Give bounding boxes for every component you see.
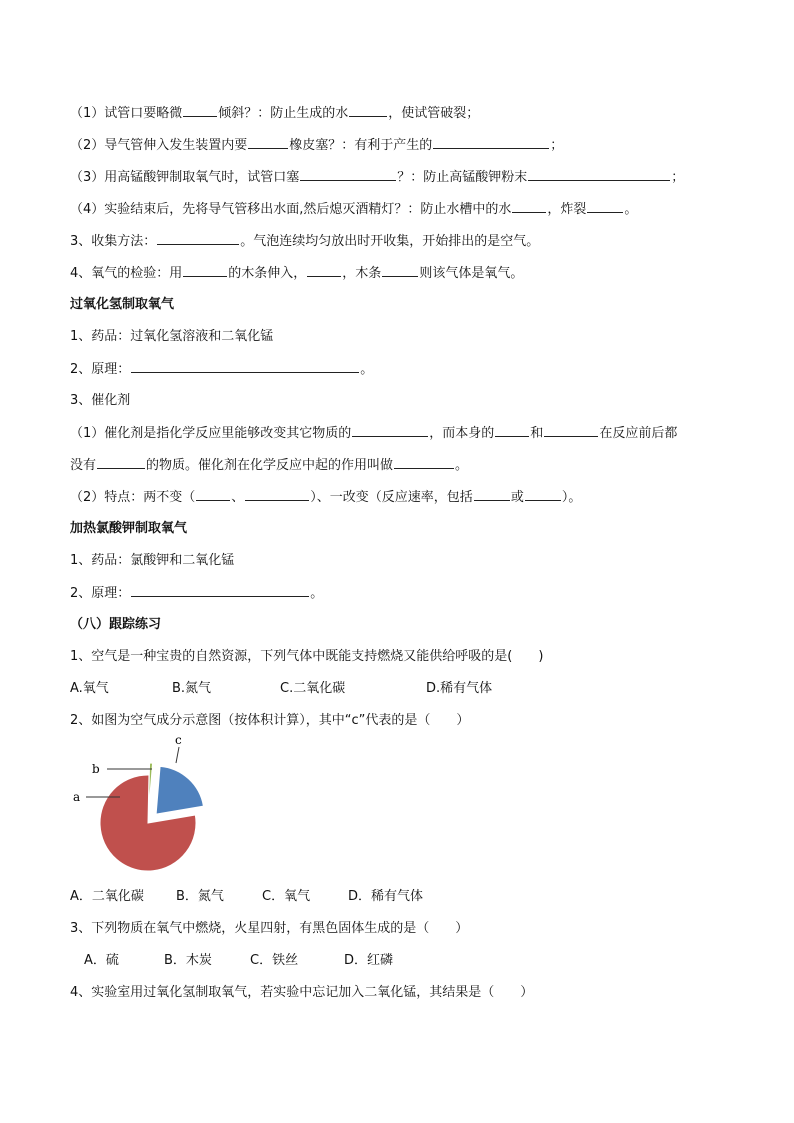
blank[interactable] (183, 264, 227, 277)
q2-option-c[interactable]: C．氧气 (262, 889, 311, 904)
blank[interactable] (248, 136, 288, 149)
kclo3-drugs: 1、药品：氯酸钾和二氧化锰 (70, 553, 235, 568)
blank[interactable] (245, 488, 309, 501)
q2-options (70, 888, 423, 906)
q1-option-d[interactable]: D.稀有气体 (426, 681, 493, 696)
blank[interactable] (394, 456, 454, 469)
q3-option-c[interactable]: C．铁丝 (250, 953, 299, 968)
slice-label-b: b (92, 762, 100, 776)
q1-option-a[interactable]: A.氧气 (70, 681, 109, 696)
catalyst-def: （1）催化剂是指化学反应里能够改变其它物质的 ，而本身的 和 在反应前后都 (70, 426, 678, 441)
blank[interactable] (528, 168, 670, 181)
blank[interactable] (495, 424, 529, 437)
q3-option-d[interactable]: D．红磷 (344, 953, 394, 968)
q1-options (70, 680, 492, 698)
q2-option-d[interactable]: D．稀有气体 (348, 889, 424, 904)
q4-stem: 4、实验室用过氧化氢制取氧气，若实验中忘记加入二氧化锰，其结果是（ ） (70, 985, 534, 1000)
slice-label-a: a (73, 790, 81, 804)
q2-stem: 2、如图为空气成分示意图（按体积计算），其中“c”代表的是（ ） (70, 713, 470, 728)
q1-option-b[interactable]: B.氮气 (172, 681, 212, 696)
blank[interactable] (349, 104, 387, 117)
q3-option-b[interactable]: B．木炭 (164, 953, 212, 968)
blank[interactable] (587, 200, 623, 213)
q-tilt: （1）试管口要略微 倾斜？：防止生成的水 ，使试管破裂； (70, 106, 480, 121)
slice-label-c: c (175, 733, 182, 747)
kclo3-heading: 加热氯酸钾制取氧气 (70, 521, 188, 536)
practice-heading: （八）跟踪练习 (70, 617, 162, 632)
blank[interactable] (512, 200, 546, 213)
blank[interactable] (474, 488, 510, 501)
oxygen-test: 4、氧气的检验：用 的木条伸入， ，木条 则该气体是氧气。 (70, 266, 524, 281)
blank[interactable] (544, 424, 598, 437)
q-end: （4）实验结束后，先将导气管移出水面,然后熄灭酒精灯？：防止水槽中的水 ，炸裂 。 (70, 202, 638, 217)
q-tube: （2）导气管伸入发生装置内要 橡皮塞？：有利于产生的 ； (70, 138, 564, 153)
label-c-leader (176, 747, 179, 763)
blank[interactable] (433, 136, 549, 149)
blank[interactable] (382, 264, 418, 277)
blank[interactable] (196, 488, 230, 501)
catalyst-heading: 3、催化剂 (70, 393, 131, 408)
catalyst-def-cont: 没有 的物质。催化剂在化学反应中起的作用叫做 。 (70, 458, 469, 473)
q3-option-a[interactable]: A．硫 (84, 953, 119, 968)
q3-options (84, 952, 393, 970)
q2-option-b[interactable]: B．氮气 (176, 889, 224, 904)
h2o2-principle: 2、原理： 。 (70, 362, 374, 377)
q2-option-a[interactable]: A．二氧化碳 (70, 889, 144, 904)
h2o2-heading: 过氧化氢制取氧气 (70, 297, 175, 312)
h2o2-drugs: 1、药品：过氧化氢溶液和二氧化锰 (70, 329, 274, 344)
collect-method: 3、收集方法： 。气泡连续均匀放出时开收集，开始排出的是空气。 (70, 234, 540, 249)
blank[interactable] (131, 584, 309, 597)
air-composition-pie-chart (68, 733, 228, 883)
blank[interactable] (131, 360, 359, 373)
blank[interactable] (300, 168, 396, 181)
blank[interactable] (97, 456, 145, 469)
catalyst-features: （2）特点：两不变（ 、 ）、一改变（反应速率，包括 或 ）。 (70, 490, 582, 505)
pie-slice-c (156, 766, 203, 814)
kclo3-principle: 2、原理： 。 (70, 586, 324, 601)
q3-stem: 3、下列物质在氧气中燃烧，火星四射，有黑色固体生成的是（ ） (70, 921, 469, 936)
q1-option-c[interactable]: C.二氧化碳 (280, 681, 346, 696)
blank[interactable] (157, 232, 239, 245)
blank[interactable] (525, 488, 561, 501)
q-plug: （3）用高锰酸钾制取氧气时，试管口塞 ？：防止高锰酸钾粉末 ； (70, 170, 685, 185)
blank[interactable] (183, 104, 217, 117)
blank[interactable] (352, 424, 428, 437)
blank[interactable] (307, 264, 341, 277)
q1-stem: 1、空气是一种宝贵的自然资源，下列气体中既能支持燃烧又能供给呼吸的是( ) (70, 649, 544, 664)
